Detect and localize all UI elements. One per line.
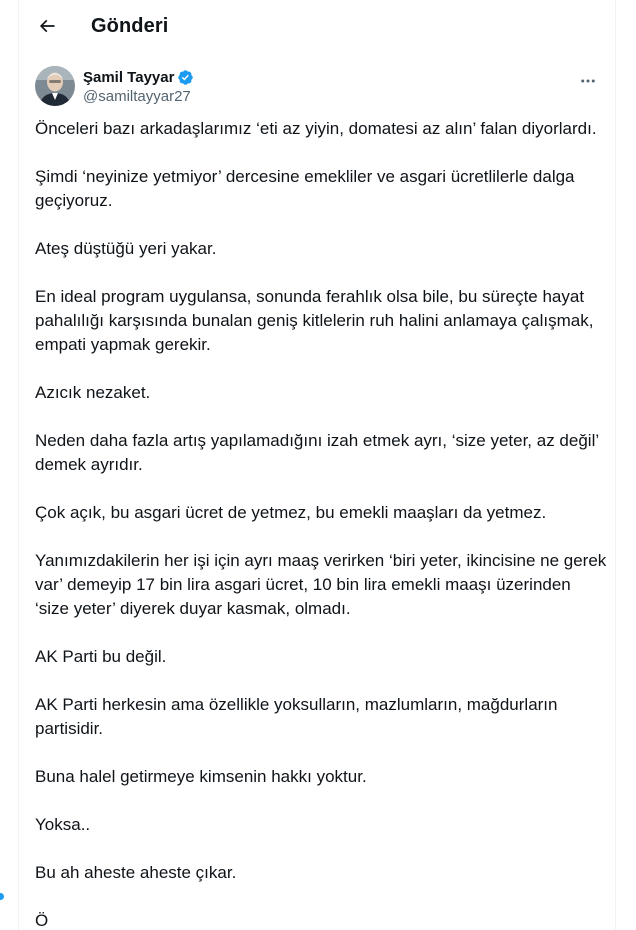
more-options-button[interactable] — [577, 70, 599, 92]
page-title: Gönderi — [91, 14, 169, 37]
tweet-paragraph: Önceleri bazı arkadaşlarımız ‘eti az yiyin, domatesi az alın’ falan diyorlardı. — [35, 119, 597, 138]
author-row — [19, 52, 615, 108]
top-bar — [19, 0, 615, 52]
left-rail — [0, 0, 18, 930]
tweet-paragraph: Neden daha fazla artış yapılamadığını izah etmek ayrı, ‘size yeter, az değil’ demek ayrıdır. — [35, 431, 599, 474]
verified-badge-icon[interactable] — [177, 69, 194, 86]
tweet-text — [35, 117, 607, 930]
author-handle[interactable]: @samiltayyar27 — [83, 88, 191, 105]
arrow-left-icon — [37, 16, 57, 36]
back-button[interactable] — [35, 14, 59, 38]
unread-indicator-dot — [0, 893, 4, 900]
tweet-paragraph: Azıcık nezaket. — [35, 383, 151, 402]
avatar[interactable] — [35, 66, 75, 106]
tweet-paragraph: Ateş düştüğü yeri yakar. — [35, 239, 217, 258]
tweet-paragraph: AK Parti bu değil. — [35, 647, 167, 666]
author-display-name[interactable]: Şamil Tayyar — [83, 68, 175, 86]
avatar-image — [35, 66, 75, 106]
tweet-paragraph: Şimdi ‘neyinize yetmiyor’ dercesine emekliler ve asgari ücretlilerle dalga geçiyoruz. — [35, 167, 575, 210]
author-names — [83, 67, 194, 105]
tweet-paragraph: Bu ah aheste aheste çıkar. — [35, 863, 237, 882]
more-dots-icon — [579, 72, 597, 90]
tweet-paragraph: AK Parti herkesin ama özellikle yoksulların, mazlumların, mağdurların partisidir. — [35, 695, 558, 738]
display-name-row — [83, 67, 194, 87]
tweet-paragraph: Yoksa.. — [35, 815, 91, 834]
post-column — [18, 0, 616, 930]
tweet-paragraph: Ö — [35, 911, 49, 930]
tweet-paragraph: En ideal program uygulansa, sonunda ferahlık olsa bile, bu süreçte hayat pahalılığı karşısında bunalan geniş kitlelerin ruh halini anlamaya çalışmak, empati yapmak gerekir. — [35, 287, 594, 354]
tweet-paragraph: Yanımızdakilerin her işi için ayrı maaş verirken ‘biri yeter, ikincisine ne gerek var’ demeyip 17 bin lira asgari ücret, 10 bin lira emekli maaşı üzerinden ‘size yeter’ diyerek duyar kasmak, olmadı. — [35, 551, 607, 618]
tweet-paragraph: Çok açık, bu asgari ücret de yetmez, bu emekli maaşları da yetmez. — [35, 503, 547, 522]
tweet-paragraph: Buna halel getirmeye kimsenin hakkı yoktur. — [35, 767, 367, 786]
